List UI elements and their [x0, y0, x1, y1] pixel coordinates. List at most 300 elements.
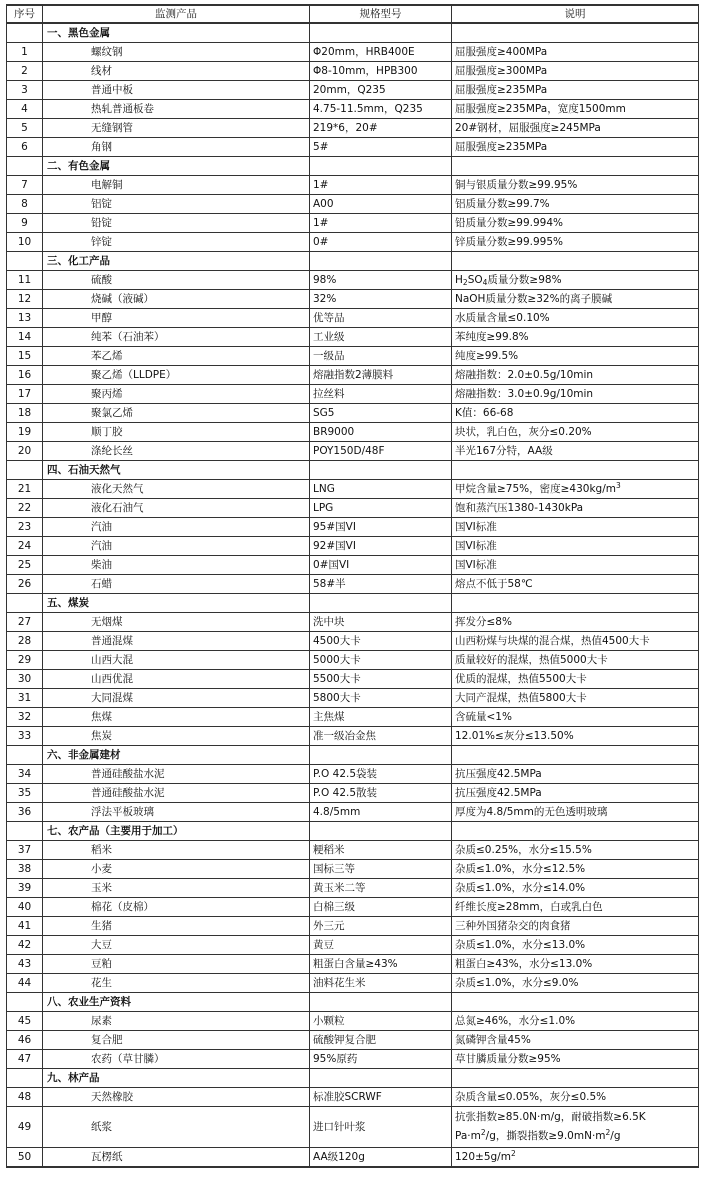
table-row: [7, 347, 699, 366]
spec-model: 4500大卡: [310, 632, 452, 651]
product-name: 小麦: [43, 860, 310, 879]
table-row: [7, 138, 699, 157]
category-desc-cell: [452, 822, 699, 841]
category-title: 八、农业生产资料: [43, 993, 310, 1012]
row-number: 33: [7, 727, 43, 746]
row-number: 49: [7, 1107, 43, 1148]
row-number: 21: [7, 480, 43, 499]
table-row: [7, 290, 699, 309]
spec-model: 0#国VI: [310, 556, 452, 575]
category-title: 二、有色金属: [43, 157, 310, 176]
category-row: [7, 23, 699, 43]
product-name: 硫酸: [43, 271, 310, 290]
row-number: 34: [7, 765, 43, 784]
description: 20#钢材，屈服强度≥245MPa: [452, 119, 699, 138]
product-name: 纯苯（石油苯）: [43, 328, 310, 347]
spec-model: 外三元: [310, 917, 452, 936]
spec-model: 黄玉米二等: [310, 879, 452, 898]
product-name: 线材: [43, 62, 310, 81]
table-row: [7, 404, 699, 423]
table-row: [7, 898, 699, 917]
table-row: [7, 442, 699, 461]
table-row: [7, 803, 699, 822]
product-name: 大豆: [43, 936, 310, 955]
description: 块状，乳白色，灰分≤0.20%: [452, 423, 699, 442]
product-name: 普通硅酸盐水泥: [43, 784, 310, 803]
table-row: [7, 917, 699, 936]
product-name: 聚乙烯（LLDPE）: [43, 366, 310, 385]
header-product: 监测产品: [43, 5, 310, 23]
category-row: [7, 993, 699, 1012]
description: 杂质≤1.0%，水分≤12.5%: [452, 860, 699, 879]
spec-model: 拉丝料: [310, 385, 452, 404]
superscript: 2: [510, 1149, 516, 1158]
description: 厚度为4.8/5mm的无色透明玻璃: [452, 803, 699, 822]
table-row: [7, 1088, 699, 1107]
description: 杂质含量≤0.05%，灰分≤0.5%: [452, 1088, 699, 1107]
description: 挥发分≤8%: [452, 613, 699, 632]
row-number: 14: [7, 328, 43, 347]
description: 抗压强度42.5MPa: [452, 765, 699, 784]
product-name: 普通硅酸盐水泥: [43, 765, 310, 784]
spec-model: SG5: [310, 404, 452, 423]
row-number: 35: [7, 784, 43, 803]
category-desc-cell: [452, 746, 699, 765]
category-no-cell: [7, 993, 43, 1012]
description: 熔点不低于58℃: [452, 575, 699, 594]
description: 杂质≤0.25%，水分≤15.5%: [452, 841, 699, 860]
category-row: [7, 1069, 699, 1088]
table-row: [7, 1012, 699, 1031]
header-no: 序号: [7, 5, 43, 23]
product-name: 聚丙烯: [43, 385, 310, 404]
spec-model: 优等品: [310, 309, 452, 328]
category-row: [7, 594, 699, 613]
category-no-cell: [7, 461, 43, 480]
row-number: 25: [7, 556, 43, 575]
description: 大同产混煤，热值5800大卡: [452, 689, 699, 708]
description-line-1: 抗张指数≥85.0N·m/g，耐破指数≥6.5K: [455, 1111, 646, 1123]
spec-model: 一级品: [310, 347, 452, 366]
table-row: [7, 309, 699, 328]
table-row: [7, 974, 699, 993]
spec-model: 5800大卡: [310, 689, 452, 708]
description-text: Pa·m: [455, 1130, 481, 1142]
row-number: 7: [7, 176, 43, 195]
product-name: 棉花（皮棉）: [43, 898, 310, 917]
table-row: [7, 423, 699, 442]
spec-model: 油料花生米: [310, 974, 452, 993]
category-no-cell: [7, 1069, 43, 1088]
table-row: [7, 366, 699, 385]
description: 国VI标准: [452, 518, 699, 537]
description: 杂质≤1.0%，水分≤9.0%: [452, 974, 699, 993]
product-name: 铅锭: [43, 214, 310, 233]
product-name: 无缝钢管: [43, 119, 310, 138]
product-name: 角钢: [43, 138, 310, 157]
description-text: 甲烷含量≥75%，密度≥430kg/m: [455, 483, 616, 495]
category-title: 七、农产品（主要用于加工）: [43, 822, 310, 841]
row-number: 26: [7, 575, 43, 594]
product-name: 石蜡: [43, 575, 310, 594]
product-name: 农药（草甘膦）: [43, 1050, 310, 1069]
subscript: 4: [482, 278, 488, 287]
spec-model: 小颗粒: [310, 1012, 452, 1031]
category-title: 三、化工产品: [43, 252, 310, 271]
row-number: 37: [7, 841, 43, 860]
description: [452, 1148, 699, 1168]
category-spec-cell: [310, 1069, 452, 1088]
category-desc-cell: [452, 993, 699, 1012]
row-number: 1: [7, 43, 43, 62]
product-name: 涤纶长丝: [43, 442, 310, 461]
table-row: [7, 727, 699, 746]
description: 屈服强度≥235MPa: [452, 138, 699, 157]
table-row: [7, 62, 699, 81]
spec-model: LPG: [310, 499, 452, 518]
spec-model: 粗蛋白含量≥43%: [310, 955, 452, 974]
row-number: 20: [7, 442, 43, 461]
table-body: [7, 23, 699, 1167]
row-number: 16: [7, 366, 43, 385]
product-name: 浮法平板玻璃: [43, 803, 310, 822]
table-row: [7, 651, 699, 670]
spec-model: 4.8/5mm: [310, 803, 452, 822]
spec-model: 熔融指数2薄膜料: [310, 366, 452, 385]
product-name: 焦炭: [43, 727, 310, 746]
table-row: [7, 537, 699, 556]
spec-model: BR9000: [310, 423, 452, 442]
spec-model: 98%: [310, 271, 452, 290]
table-row: [7, 518, 699, 537]
category-no-cell: [7, 23, 43, 43]
product-name: 汽油: [43, 518, 310, 537]
table-row: [7, 385, 699, 404]
product-name: 苯乙烯: [43, 347, 310, 366]
description: 饱和蒸汽压1380-1430kPa: [452, 499, 699, 518]
table-row: [7, 879, 699, 898]
description: 国VI标准: [452, 556, 699, 575]
category-row: [7, 461, 699, 480]
product-name: 聚氯乙烯: [43, 404, 310, 423]
description: 优质的混煤，热值5500大卡: [452, 670, 699, 689]
spec-model: LNG: [310, 480, 452, 499]
row-number: 23: [7, 518, 43, 537]
product-name: 焦煤: [43, 708, 310, 727]
spec-model: Φ20mm，HRB400E: [310, 43, 452, 62]
table-row: [7, 841, 699, 860]
row-number: 13: [7, 309, 43, 328]
description-line-2: [455, 1127, 695, 1146]
description: 屈服强度≥235MPa，宽度1500mm: [452, 100, 699, 119]
category-title: 九、林产品: [43, 1069, 310, 1088]
description: 质量较好的混煤，热值5000大卡: [452, 651, 699, 670]
spec-model: 5#: [310, 138, 452, 157]
description: [452, 1107, 699, 1148]
category-row: [7, 157, 699, 176]
spec-model: 硫酸钾复合肥: [310, 1031, 452, 1050]
category-title: 一、黑色金属: [43, 23, 310, 43]
table-row: [7, 43, 699, 62]
category-spec-cell: [310, 252, 452, 271]
spec-model: 1#: [310, 214, 452, 233]
header-spec: 规格型号: [310, 5, 452, 23]
spec-model: 5500大卡: [310, 670, 452, 689]
description: 山西粉煤与块煤的混合煤，热值4500大卡: [452, 632, 699, 651]
description: [452, 480, 699, 499]
description: 熔融指数：3.0±0.9g/10min: [452, 385, 699, 404]
spec-model: 进口针叶浆: [310, 1107, 452, 1148]
category-desc-cell: [452, 461, 699, 480]
spec-model: 黄豆: [310, 936, 452, 955]
product-name: 汽油: [43, 537, 310, 556]
description-text: H: [455, 274, 463, 286]
product-name: 热轧普通板卷: [43, 100, 310, 119]
row-number: 4: [7, 100, 43, 119]
spec-model: 粳稻米: [310, 841, 452, 860]
table-row: [7, 765, 699, 784]
spec-model: 白棉三级: [310, 898, 452, 917]
description-text: 120±5g/m: [455, 1151, 511, 1163]
category-spec-cell: [310, 822, 452, 841]
description: 屈服强度≥400MPa: [452, 43, 699, 62]
table-row: [7, 1107, 699, 1148]
description: 含硫量<1%: [452, 708, 699, 727]
product-name: 液化石油气: [43, 499, 310, 518]
subscript: 2: [462, 278, 468, 287]
row-number: 41: [7, 917, 43, 936]
description: 纤维长度≥28mm，白或乳白色: [452, 898, 699, 917]
row-number: 44: [7, 974, 43, 993]
table-row: [7, 955, 699, 974]
category-spec-cell: [310, 461, 452, 480]
product-name: 烧碱（液碱）: [43, 290, 310, 309]
description: 水质量含量≤0.10%: [452, 309, 699, 328]
table-row: [7, 271, 699, 290]
description: 铅质量分数≥99.994%: [452, 214, 699, 233]
category-no-cell: [7, 252, 43, 271]
table-row: [7, 575, 699, 594]
row-number: 10: [7, 233, 43, 252]
category-no-cell: [7, 594, 43, 613]
category-desc-cell: [452, 157, 699, 176]
spec-model: AA级120g: [310, 1148, 452, 1168]
product-name: 无烟煤: [43, 613, 310, 632]
spec-model: 标准胶SCRWF: [310, 1088, 452, 1107]
category-title: 五、煤炭: [43, 594, 310, 613]
table-row: [7, 708, 699, 727]
table-row: [7, 480, 699, 499]
document-page: [6, 4, 698, 1168]
product-name: 山西优混: [43, 670, 310, 689]
product-name: 复合肥: [43, 1031, 310, 1050]
spec-model: 0#: [310, 233, 452, 252]
row-number: 47: [7, 1050, 43, 1069]
category-row: [7, 252, 699, 271]
table-row: [7, 328, 699, 347]
table-row: [7, 936, 699, 955]
product-name: 稻米: [43, 841, 310, 860]
row-number: 3: [7, 81, 43, 100]
description: 屈服强度≥235MPa: [452, 81, 699, 100]
row-number: 29: [7, 651, 43, 670]
spec-model: 主焦煤: [310, 708, 452, 727]
description: 锌质量分数≥99.995%: [452, 233, 699, 252]
description: 纯度≥99.5%: [452, 347, 699, 366]
spec-model: P.O 42.5散装: [310, 784, 452, 803]
spec-model: 95%原药: [310, 1050, 452, 1069]
superscript: 2: [605, 1128, 611, 1137]
table-row: [7, 100, 699, 119]
description: 12.01%≤灰分≤13.50%: [452, 727, 699, 746]
product-name: 玉米: [43, 879, 310, 898]
product-name: 瓦楞纸: [43, 1148, 310, 1168]
description: 铜与银质量分数≥99.95%: [452, 176, 699, 195]
product-name: 锌锭: [43, 233, 310, 252]
description: NaOH质量分数≥32%的离子膜碱: [452, 290, 699, 309]
spec-model: 219*6，20#: [310, 119, 452, 138]
row-number: 6: [7, 138, 43, 157]
product-name: 普通中板: [43, 81, 310, 100]
spec-model: 准一级冶金焦: [310, 727, 452, 746]
description: 抗压强度42.5MPa: [452, 784, 699, 803]
table-row: [7, 119, 699, 138]
row-number: 30: [7, 670, 43, 689]
description-text: /g，撕裂指数≥9.0mN·m: [485, 1130, 606, 1142]
table-header-row: [7, 5, 699, 23]
spec-model: 32%: [310, 290, 452, 309]
row-number: 40: [7, 898, 43, 917]
table-row: [7, 195, 699, 214]
row-number: 9: [7, 214, 43, 233]
table-row: [7, 1031, 699, 1050]
category-no-cell: [7, 157, 43, 176]
category-spec-cell: [310, 594, 452, 613]
row-number: 46: [7, 1031, 43, 1050]
product-name: 天然橡胶: [43, 1088, 310, 1107]
row-number: 32: [7, 708, 43, 727]
table-row: [7, 214, 699, 233]
product-name: 柴油: [43, 556, 310, 575]
row-number: 2: [7, 62, 43, 81]
spec-model: 洗中块: [310, 613, 452, 632]
row-number: 28: [7, 632, 43, 651]
category-desc-cell: [452, 594, 699, 613]
table-row: [7, 670, 699, 689]
row-number: 12: [7, 290, 43, 309]
table-row: [7, 1050, 699, 1069]
description-text: 质量分数≥98%: [487, 274, 562, 286]
product-name: 电解铜: [43, 176, 310, 195]
description-text: /g: [610, 1130, 621, 1142]
product-name: 甲醇: [43, 309, 310, 328]
row-number: 39: [7, 879, 43, 898]
row-number: 48: [7, 1088, 43, 1107]
category-no-cell: [7, 746, 43, 765]
category-spec-cell: [310, 23, 452, 43]
category-desc-cell: [452, 23, 699, 43]
row-number: 5: [7, 119, 43, 138]
row-number: 17: [7, 385, 43, 404]
row-number: 36: [7, 803, 43, 822]
description: 杂质≤1.0%，水分≤14.0%: [452, 879, 699, 898]
category-row: [7, 822, 699, 841]
category-spec-cell: [310, 993, 452, 1012]
description: 氮磷钾含量45%: [452, 1031, 699, 1050]
table-row: [7, 784, 699, 803]
description: 粗蛋白≥43%，水分≤13.0%: [452, 955, 699, 974]
row-number: 11: [7, 271, 43, 290]
description: K值：66-68: [452, 404, 699, 423]
category-desc-cell: [452, 252, 699, 271]
table-row: [7, 499, 699, 518]
product-name: 大同混煤: [43, 689, 310, 708]
row-number: 31: [7, 689, 43, 708]
spec-model: 工业级: [310, 328, 452, 347]
table-row: [7, 613, 699, 632]
row-number: 22: [7, 499, 43, 518]
description: 三种外国猪杂交的肉食猪: [452, 917, 699, 936]
spec-model: 92#国VI: [310, 537, 452, 556]
row-number: 38: [7, 860, 43, 879]
spec-model: P.O 42.5袋装: [310, 765, 452, 784]
row-number: 27: [7, 613, 43, 632]
product-name: 普通混煤: [43, 632, 310, 651]
row-number: 15: [7, 347, 43, 366]
row-number: 45: [7, 1012, 43, 1031]
spec-model: A00: [310, 195, 452, 214]
description: 总氮≥46%，水分≤1.0%: [452, 1012, 699, 1031]
description: 国VI标准: [452, 537, 699, 556]
description: [452, 271, 699, 290]
category-row: [7, 746, 699, 765]
spec-model: 58#半: [310, 575, 452, 594]
spec-model: Φ8-10mm，HPB300: [310, 62, 452, 81]
spec-model: 4.75-11.5mm，Q235: [310, 100, 452, 119]
table-row: [7, 689, 699, 708]
description: 苯纯度≥99.8%: [452, 328, 699, 347]
product-name: 豆粕: [43, 955, 310, 974]
spec-model: 1#: [310, 176, 452, 195]
description: 草甘膦质量分数≥95%: [452, 1050, 699, 1069]
header-desc: 说明: [452, 5, 699, 23]
spec-model: 国标三等: [310, 860, 452, 879]
row-number: 50: [7, 1148, 43, 1168]
row-number: 8: [7, 195, 43, 214]
description: 铝质量分数≥99.7%: [452, 195, 699, 214]
table-row: [7, 81, 699, 100]
category-title: 四、石油天然气: [43, 461, 310, 480]
product-name: 顺丁胶: [43, 423, 310, 442]
table-row: [7, 632, 699, 651]
category-spec-cell: [310, 746, 452, 765]
category-desc-cell: [452, 1069, 699, 1088]
superscript: 3: [616, 481, 621, 490]
table-row: [7, 176, 699, 195]
table-row: [7, 556, 699, 575]
category-no-cell: [7, 822, 43, 841]
description-text: SO: [467, 274, 483, 286]
spec-model: 95#国VI: [310, 518, 452, 537]
product-name: 尿素: [43, 1012, 310, 1031]
row-number: 19: [7, 423, 43, 442]
table-row: [7, 233, 699, 252]
description: 半光167分特，AA级: [452, 442, 699, 461]
spec-model: 20mm，Q235: [310, 81, 452, 100]
row-number: 18: [7, 404, 43, 423]
product-name: 生猪: [43, 917, 310, 936]
description: 屈服强度≥300MPa: [452, 62, 699, 81]
